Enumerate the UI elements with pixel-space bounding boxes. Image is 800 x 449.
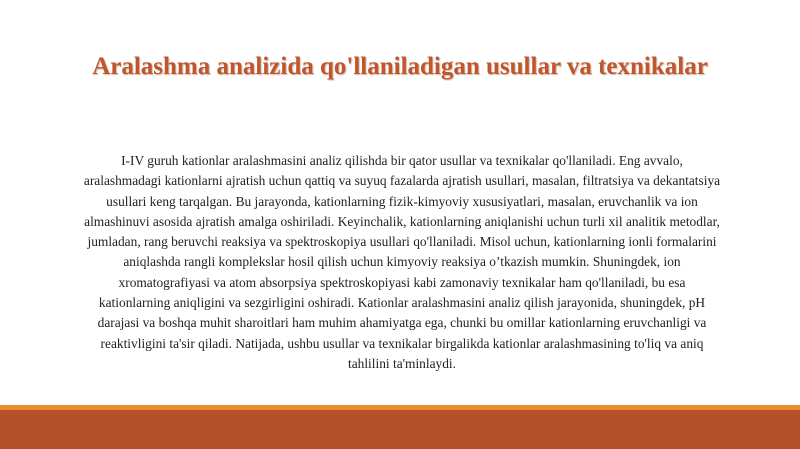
slide-body-text: I-IV guruh kationlar aralashmasini analiz qilishda bir qator usullar va texnikalar qo'llaniladi. Eng avvalo, aralashmadagi kationlarni ajratish uchun qattiq va suyuq fazalarda ajratish usullari, masalan, filtratsiya va dekantatsiya usullari keng tarqalgan. Bu jarayonda, kationlarning fizik-kimyoviy xususiyatlari, masalan, eruvchanlik va ion almashinuvi asosida ajratish amalga oshiriladi. Keyinchalik, kationlarning aniqlanishi uchun turli xil analitik metodlar, jumladan, rang beruvchi reaksiya va spektroskopiya usullari qo'llaniladi. Misol uchun, kationlarning ionli formalarini aniqlashda rangli komplekslar hosil qilish uchun kimyoviy reaksiya o’tkazish mumkin. Shuningdek, ion xromatografiyasi va atom absorpsiya spektroskopiyasi kabi zamonaviy texnikalar ham qo'llaniladi, bu esa kationlarning aniqligini va sezgirligini oshiradi. Kationlar aralashmasini analiz qilish jarayonida, shuningdek, pH darajasi va boshqa muhit sharoitlari ham muhim ahamiyatga ega, chunki bu omillar kationlarning eruvchanligi va reaktivligini ta'sir qiladi. Natijada, ushbu usullar va texnikalar birgalikda kationlar aralashmasining to'liq va aniq tahlilini ta'minlaydi. [83, 153, 721, 371]
footer-bar [0, 410, 800, 449]
slide-title: Aralashma analizida qo'llaniladigan usullar va texnikalar [92, 53, 708, 80]
